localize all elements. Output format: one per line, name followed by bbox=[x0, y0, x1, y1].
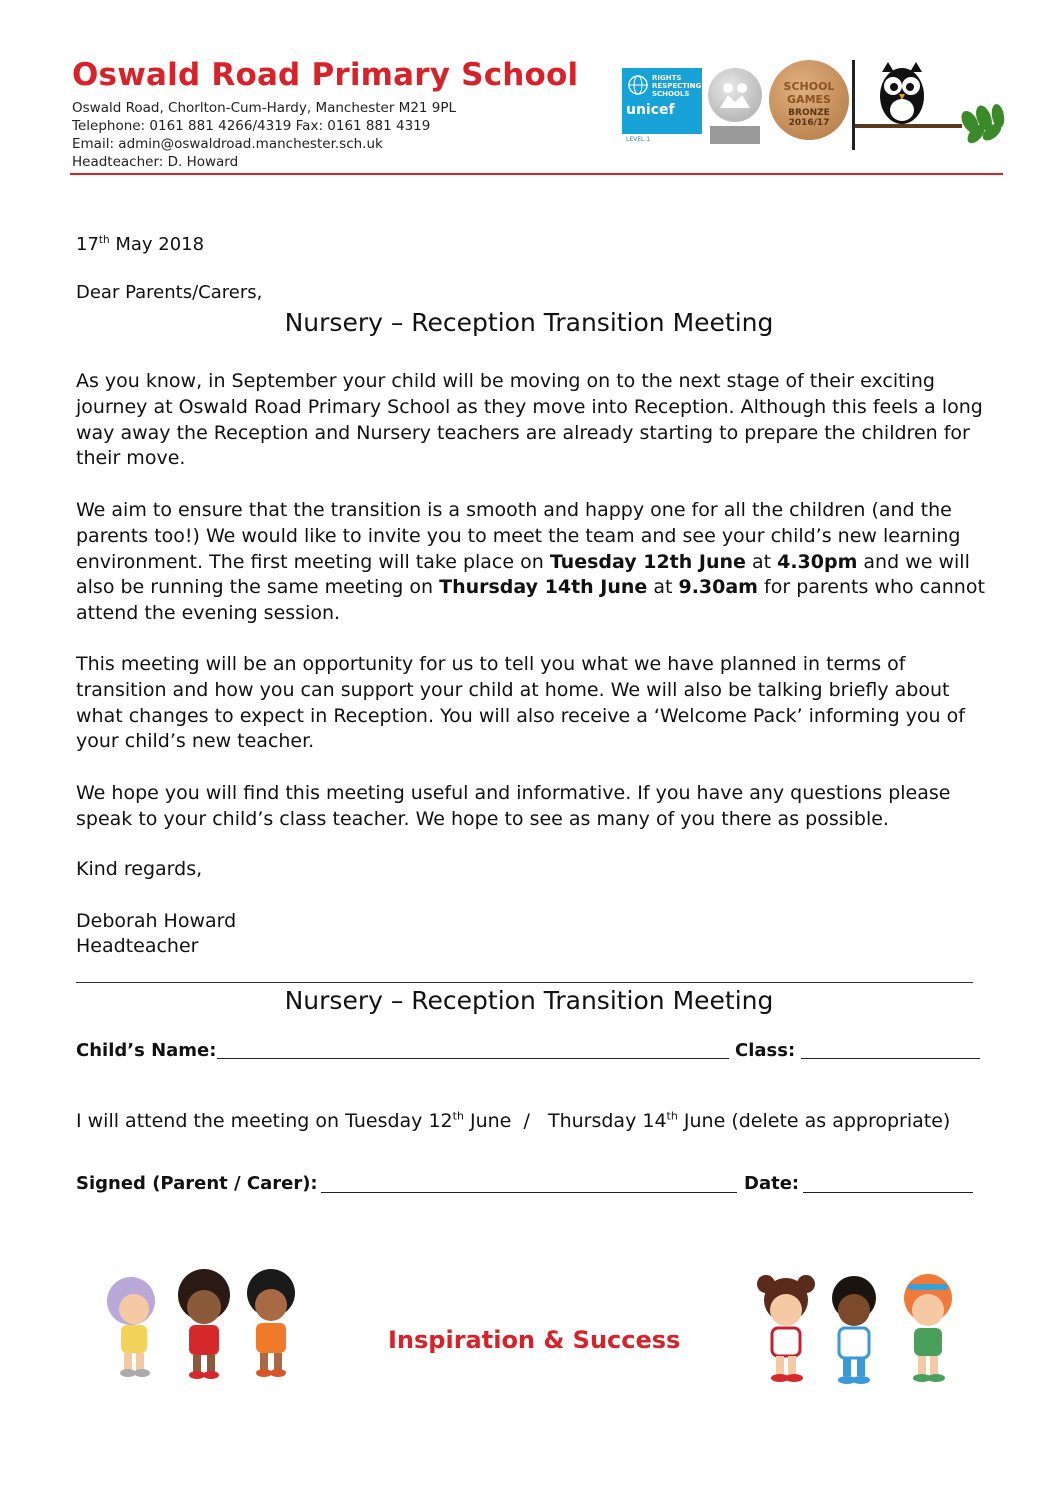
paragraph-closing: We hope you will find this meeting useful and informative. If you have any questions please speak to your child’s class teacher. We hope to see as many of you there as possible. bbox=[76, 782, 951, 830]
games-line-2: GAMES bbox=[787, 93, 831, 106]
signer-role: Headteacher bbox=[76, 935, 199, 957]
children-illustration-left bbox=[96, 1265, 311, 1385]
letterhead-rule bbox=[70, 173, 1003, 175]
school-name: Oswald Road Primary School bbox=[72, 57, 579, 93]
leaf-branch-icon bbox=[958, 103, 1006, 146]
signer-name: Deborah Howard bbox=[76, 910, 237, 932]
attendance-choice[interactable]: I will attend the meeting on Tuesday 12th June / Thursday 14th June (delete as appropriate) bbox=[76, 1109, 951, 1132]
second-meeting-time: 9.30am bbox=[678, 576, 758, 599]
unicef-wordmark: unicef bbox=[626, 102, 675, 118]
paragraph-invite: We aim to ensure that the transition is a smooth and happy one for all the children (and the parents too!) We would like to invite you to meet the team and see your child’s new learning environment. The first meeting will take place on Tuesday 12th June at 4.30pm and we will also be running the same meeting on Thursday 14th June at 9.30am for parents who cannot attend the evening session. bbox=[76, 499, 985, 625]
child-figure bbox=[757, 1275, 815, 1382]
signed-label: Signed (Parent / Carer): bbox=[76, 1173, 318, 1194]
first-meeting-time: 4.30pm bbox=[777, 550, 858, 573]
paragraph-intro: As you know, in September your child will be moving on to the next stage of their exciting journey at Oswald Road Primary School as they move into Reception. Although this feels a long way away the Reception and Nursery teachers are already starting to prepare the children for their move. bbox=[76, 370, 983, 470]
school-email: Email: admin@oswaldroad.manchester.sch.uk bbox=[72, 136, 383, 152]
school-headteacher: Headteacher: D. Howard bbox=[72, 154, 239, 170]
rights-line-2: RESPECTING bbox=[652, 82, 702, 90]
date-field[interactable] bbox=[803, 1192, 973, 1193]
first-meeting-date: Tuesday 12th June bbox=[549, 550, 746, 573]
games-line-3: BRONZE bbox=[788, 108, 830, 118]
child-figure bbox=[904, 1274, 952, 1382]
class-field[interactable] bbox=[801, 1058, 980, 1059]
owl-icon bbox=[880, 62, 924, 124]
greeting: Dear Parents/Carers, bbox=[76, 282, 263, 303]
school-telephone: Telephone: 0161 881 4266/4319 Fax: 0161 881 4319 bbox=[72, 118, 431, 134]
class-label: Class: bbox=[735, 1040, 796, 1061]
child-name-label: Child’s Name: bbox=[76, 1040, 217, 1061]
date-label: Date: bbox=[744, 1173, 800, 1194]
rights-line-1: RIGHTS bbox=[652, 74, 682, 82]
owl-on-branch-logo bbox=[852, 58, 1007, 153]
sport-silver-award-logo bbox=[708, 68, 762, 122]
reply-slip-title: Nursery – Reception Transition Meeting bbox=[284, 986, 774, 1015]
child-figure bbox=[832, 1276, 876, 1384]
silver-award-ribbon bbox=[710, 126, 760, 144]
rights-line-3: SCHOOLS bbox=[652, 90, 690, 98]
children-illustration-right bbox=[748, 1268, 966, 1390]
child-name-field[interactable] bbox=[217, 1058, 729, 1059]
sign-off: Kind regards, bbox=[76, 858, 203, 880]
school-address: Oswald Road, Chorlton-Cum-Hardy, Manchester M21 9PL bbox=[72, 100, 457, 116]
letter-date: 17th May 2018 bbox=[76, 234, 205, 255]
second-meeting-date: Thursday 14th June bbox=[439, 576, 648, 599]
games-year: 2016/17 bbox=[788, 118, 830, 128]
signature-field[interactable] bbox=[321, 1192, 737, 1193]
school-motto: Inspiration & Success bbox=[388, 1326, 681, 1354]
child-figure bbox=[247, 1269, 295, 1377]
games-line-1: SCHOOL bbox=[783, 80, 835, 93]
school-games-bronze-logo bbox=[769, 60, 849, 140]
child-figure bbox=[107, 1277, 155, 1377]
paragraph-opportunity: This meeting will be an opportunity for us to tell you what we have planned in terms of transition and how you can support your child at home. We will also be talking briefly about what changes to expect in Reception. You will also receive a ‘Welcome Pack’ informing you of your child’s new teacher. bbox=[76, 653, 965, 753]
rights-respecting-schools-logo bbox=[622, 68, 702, 134]
letter-title: Nursery – Reception Transition Meeting bbox=[284, 308, 774, 337]
reply-slip-divider bbox=[76, 982, 973, 983]
rights-level: LEVEL 1 bbox=[626, 136, 651, 143]
globe-icon bbox=[627, 74, 649, 96]
child-figure bbox=[178, 1269, 230, 1379]
